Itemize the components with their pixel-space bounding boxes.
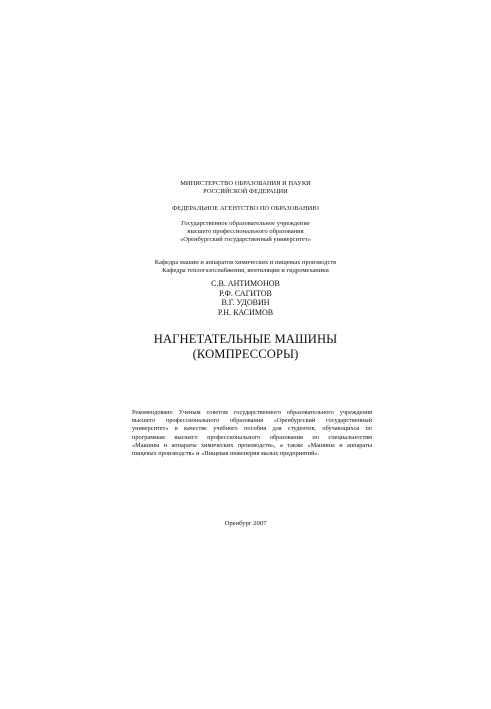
recommendation-line: программам высшего профессионального образования по специальностям: [132, 433, 372, 441]
institution-line: Государственное образовательное учреждение: [181, 220, 310, 227]
author-name: Р.Ф. САГИТОВ: [219, 288, 272, 298]
recommendation-line: высшего профессионального образования «Оренбургский государственный: [132, 417, 372, 425]
institution-line: высшего профессионального образования: [187, 228, 304, 236]
department-line: Кафедра теплогазоснабжения, вентиляции и гидромеханики: [162, 267, 329, 275]
ministry-header: [0, 180, 491, 196]
author-name: Р.Н. КАСИМОВ: [217, 307, 274, 317]
recommendation-line: Рекомендовано Ученым советом государственного образовательного учреждения: [132, 409, 372, 416]
author-name: В.Г. УДОВИН: [221, 298, 270, 308]
agency-header: [0, 205, 491, 213]
title-line: (КОМПРЕССОРЫ): [192, 347, 299, 361]
ministry-line: РОССИЙСКОЙ ФЕДЕРАЦИИ: [203, 188, 288, 196]
departments: [0, 259, 491, 275]
recommendation-line: «Машины и аппараты химических производств», а также «Машины и аппараты: [132, 441, 372, 449]
department-line: Кафедра машин и аппаратов химических и пищевых производств: [154, 259, 337, 266]
recommendation-line: пищевых производств» и «Пищевая инженерия малых предприятий».: [132, 450, 320, 458]
city-year: [0, 520, 491, 528]
city-year-text: Оренбург 2007: [224, 520, 267, 527]
authors-list: [0, 279, 491, 317]
title-line: НАГНЕТАТЕЛЬНЫЕ МАШИНЫ: [153, 332, 338, 346]
author-name: С.В. АНТИМОНОВ: [211, 279, 280, 288]
document-title: [0, 332, 491, 362]
institution-header: [0, 220, 491, 245]
institution-line: «Оренбургский государственный университет»: [180, 236, 311, 244]
agency-line: ФЕДЕРАЛЬНОЕ АГЕНТСТВО ПО ОБРАЗОВАНИЮ: [172, 205, 319, 212]
ministry-line: МИНИСТЕРСТВО ОБРАЗОВАНИЯ И НАУКИ: [180, 180, 311, 187]
recommendation-note: [132, 409, 372, 458]
recommendation-line: университет» в качестве учебного пособия для студентов, обучающихся по: [132, 425, 372, 433]
